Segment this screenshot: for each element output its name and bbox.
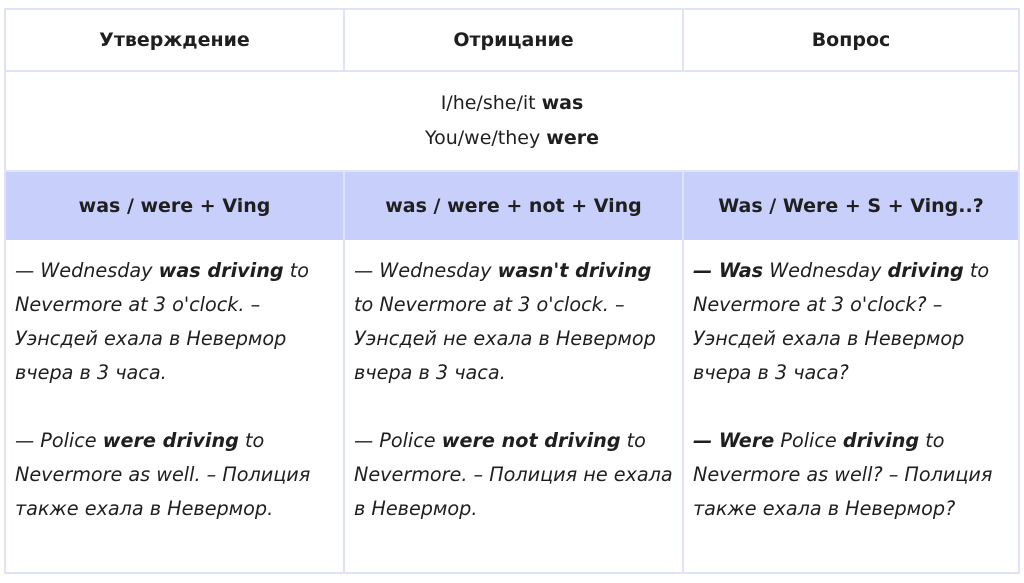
example-text: to Nevermore as well? – Полиция также ехала в Невермор? — [693, 429, 993, 520]
example-text: to Nevermore. – Полиция не ехала в Невермор. — [354, 429, 673, 520]
example-text: — Police — [15, 429, 103, 452]
example-text: to Nevermore at 3 o'clock. – Уэнсдей не ехала в Невермор вчера в 3 часа. — [354, 293, 656, 384]
examples-row — [6, 240, 1018, 574]
example-text: — Police — [354, 429, 442, 452]
example-verb: were not driving — [441, 429, 621, 452]
examples-negative — [343, 240, 682, 574]
grammar-table — [4, 8, 1020, 574]
example-verb: was driving — [158, 259, 284, 282]
verb-forms-row — [6, 72, 1018, 172]
example-question-2 — [693, 424, 1012, 526]
formula-affirmative: was / were + Ving — [78, 195, 271, 217]
forms-line-plural — [425, 121, 599, 156]
example-negative-2 — [354, 424, 676, 526]
example-dash: — — [693, 429, 719, 452]
example-text: to Nevermore as well. – Полиция также ехала в Невермор. — [15, 429, 311, 520]
header-question: Вопрос — [682, 10, 1018, 70]
example-verb: were driving — [102, 429, 239, 452]
forms-line-singular — [441, 86, 584, 121]
example-dash: — — [693, 259, 719, 282]
formula-question: Was / Were + S + Ving..? — [682, 172, 1018, 240]
example-text: Police — [774, 429, 843, 452]
formula-negative: was / were + not + Ving — [343, 172, 682, 240]
example-negative-1 — [354, 254, 676, 390]
header-negative: Отрицание — [343, 10, 682, 70]
examples-question — [682, 240, 1018, 574]
example-affirmative-1 — [15, 254, 337, 390]
example-verb: driving — [842, 429, 920, 452]
example-verb: wasn't driving — [497, 259, 652, 282]
forms-subject-plural: You/we/they — [425, 127, 547, 149]
example-question-1 — [693, 254, 1012, 390]
example-text: to Nevermore at 3 o'clock. – Уэнсдей ехала в Невермор вчера в 3 часа. — [15, 259, 310, 384]
forms-verb-were: were — [546, 127, 599, 149]
example-text: to Nevermore at 3 o'clock? – Уэнсдей ехала в Невермор вчера в 3 часа? — [693, 259, 990, 384]
example-auxiliary: Was — [718, 259, 764, 282]
example-text: — Wednesday — [354, 259, 498, 282]
example-auxiliary: Were — [718, 429, 775, 452]
examples-affirmative — [6, 240, 343, 574]
example-verb: driving — [887, 259, 964, 282]
formula-row — [6, 172, 1018, 240]
forms-verb-was: was — [541, 92, 584, 114]
header-affirmative: Утверждение — [99, 29, 250, 51]
example-text: Wednesday — [763, 259, 888, 282]
forms-subject-singular: I/he/she/it — [440, 92, 542, 114]
header-row — [6, 10, 1018, 72]
example-affirmative-2 — [15, 424, 337, 526]
verb-forms — [6, 72, 1018, 170]
example-text: — Wednesday — [15, 259, 159, 282]
